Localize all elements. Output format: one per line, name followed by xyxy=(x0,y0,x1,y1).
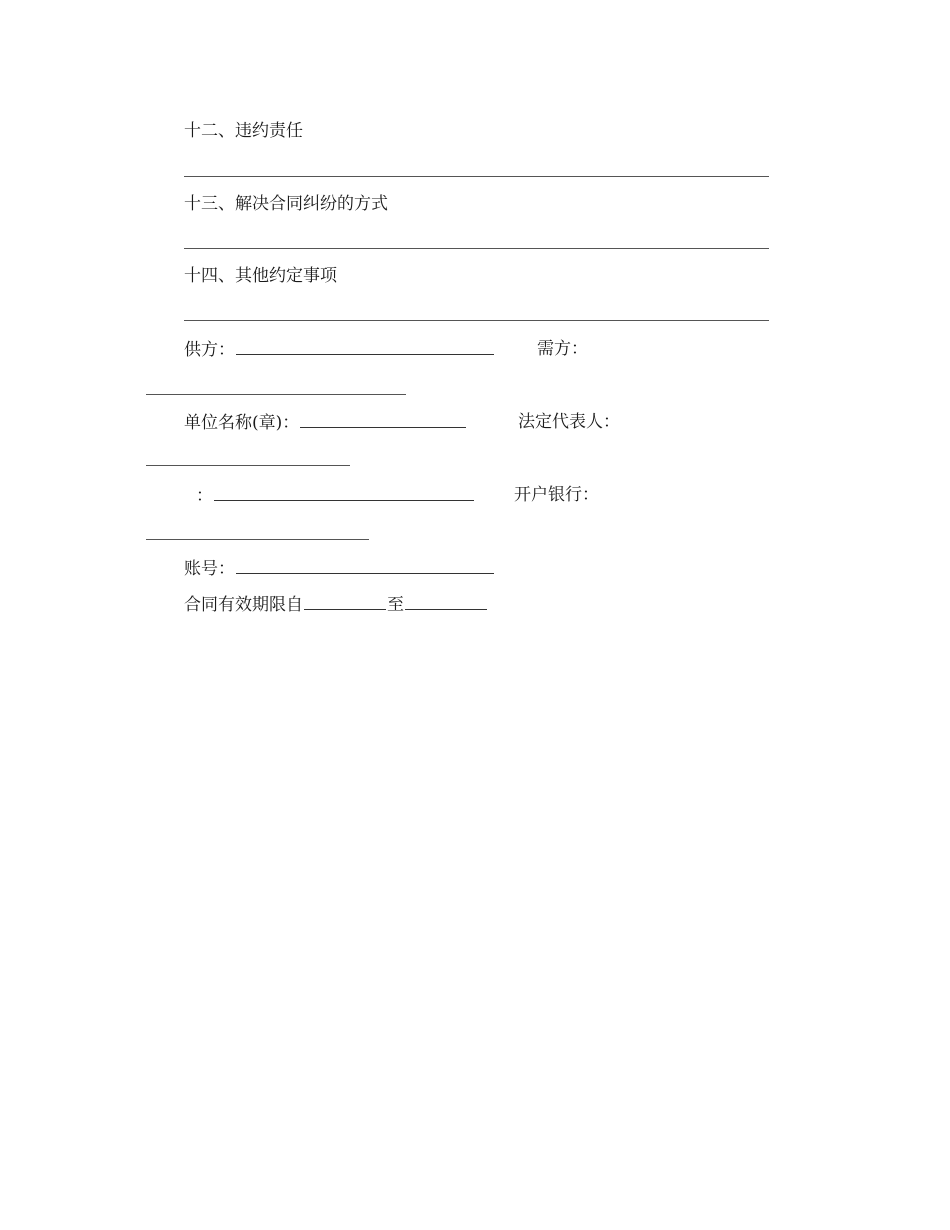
validity-row xyxy=(184,594,488,615)
validity-to: 至 xyxy=(387,595,404,615)
unit-name-label: 单位名称(章)： xyxy=(184,413,300,433)
legal-rep-field[interactable] xyxy=(146,465,350,466)
section-other-heading: 十四、其他约定事项 xyxy=(184,266,337,286)
supplier-row xyxy=(184,339,495,360)
account-label: 账号： xyxy=(184,559,235,579)
unit-name-field[interactable] xyxy=(300,412,466,428)
section-other-fill-line[interactable] xyxy=(184,320,769,321)
validity-start-field[interactable] xyxy=(304,594,386,610)
section-breach-fill-line[interactable] xyxy=(184,176,769,177)
section-dispute-fill-line[interactable] xyxy=(184,248,769,249)
colon-row xyxy=(196,485,475,506)
buyer-field[interactable] xyxy=(146,394,406,395)
colon-field[interactable] xyxy=(214,485,474,501)
section-dispute-heading: 十三、解决合同纠纷的方式 xyxy=(184,194,388,214)
colon-label: ： xyxy=(196,486,213,506)
bank-label: 开户银行： xyxy=(514,485,599,505)
section-breach-heading: 十二、违约责任 xyxy=(184,121,303,141)
bank-field[interactable] xyxy=(146,539,369,540)
account-field[interactable] xyxy=(236,558,494,574)
account-row xyxy=(184,558,495,579)
supplier-label: 供方： xyxy=(184,340,235,360)
unit-name-row xyxy=(184,412,467,433)
validity-prefix: 合同有效期限自 xyxy=(184,595,303,615)
supplier-field[interactable] xyxy=(236,339,494,355)
validity-end-field[interactable] xyxy=(405,594,487,610)
legal-rep-label: 法定代表人： xyxy=(518,412,620,432)
buyer-label: 需方： xyxy=(537,339,588,359)
